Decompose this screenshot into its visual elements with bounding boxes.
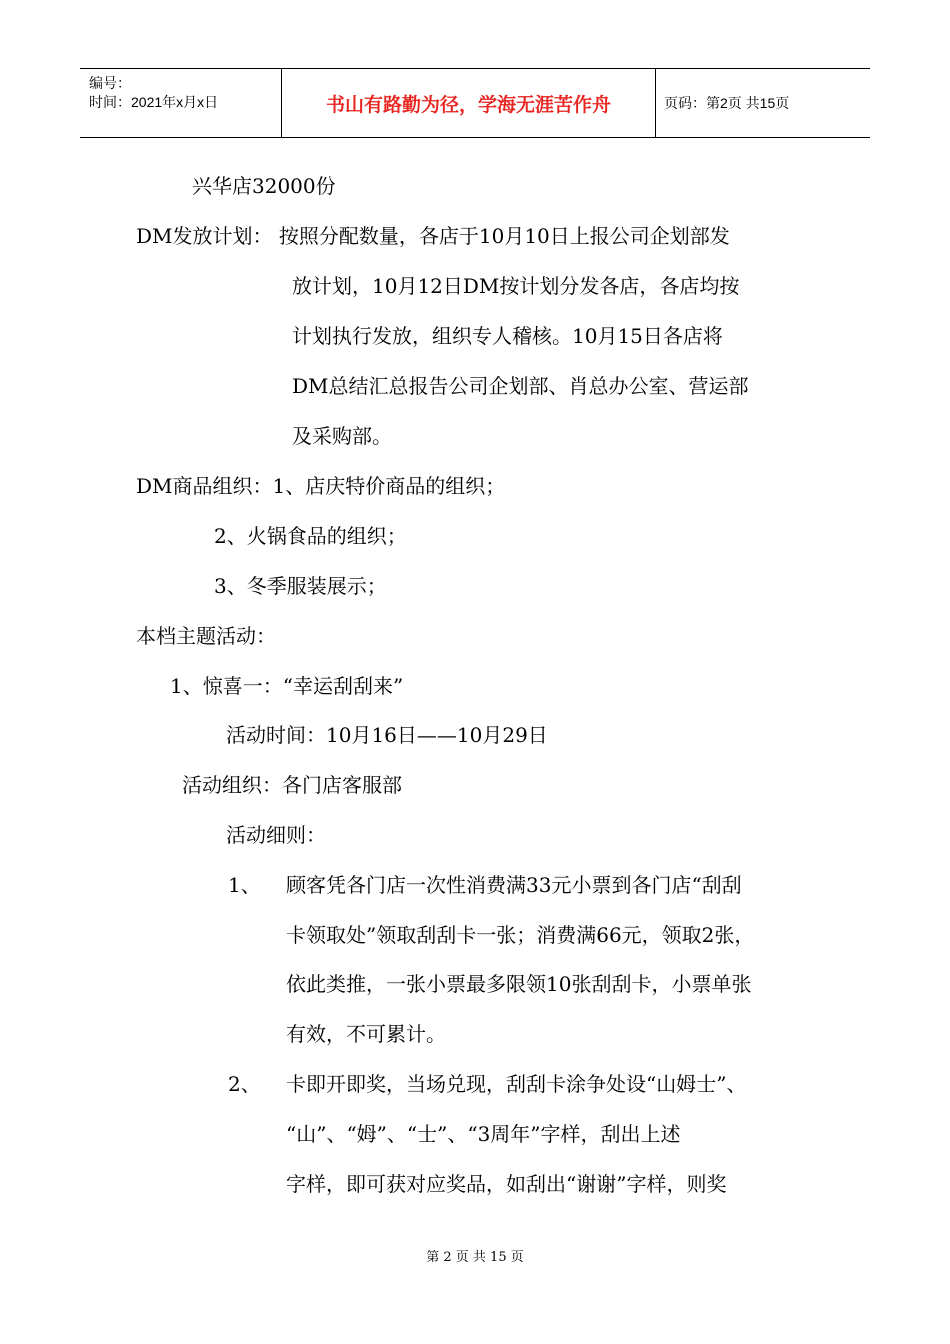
activity-org-line: 活动组织：各门店客服部 bbox=[182, 773, 402, 797]
dm-plan-line-1: DM发放计划： 按照分配数量，各店于10月10日上报公司企划部发 bbox=[136, 224, 730, 248]
header-motto: 书山有路勤为径，学海无涯苦作舟 bbox=[281, 69, 656, 137]
rule-2-line-2: “山”、“姆”、“士”、“3周年”字样，刮出上述 bbox=[286, 1122, 681, 1146]
rule-1-number: 1、 bbox=[228, 873, 261, 897]
rule-2-line-1: 卡即开即奖，当场兑现，刮刮卡涂争处设“山姆士”、 bbox=[286, 1072, 747, 1096]
dm-goods-line-1: DM商品组织：1、店庆特价商品的组织； bbox=[136, 474, 506, 498]
doc-number-label: 编号： bbox=[89, 75, 131, 91]
rule-2-line-3: 字样，即可获对应奖品，如刮出“谢谢”字样，则奖 bbox=[286, 1172, 727, 1196]
rule-1-line-1: 顾客凭各门店一次性消费满33元小票到各门店“刮刮 bbox=[286, 873, 742, 897]
rule-1-line-2: 卡领取处”领取刮刮卡一张；消费满66元，领取2张， bbox=[286, 923, 755, 947]
header-table bbox=[80, 68, 870, 138]
rule-2-number: 2、 bbox=[228, 1072, 261, 1096]
store-quantity-line: 兴华店32000份 bbox=[192, 174, 336, 198]
rule-1-line-4: 有效，不可累计。 bbox=[286, 1022, 446, 1046]
dm-plan-line-4: DM总结汇总报告公司企划部、肖总办公室、营运部 bbox=[292, 374, 749, 398]
activity-rules-heading: 活动细则： bbox=[226, 823, 326, 847]
dm-plan-line-5: 及采购部。 bbox=[292, 424, 392, 448]
header-info-cell bbox=[80, 69, 281, 137]
dm-plan-line-2: 放计划，10月12日DM按计划分发各店，各店均按 bbox=[292, 274, 740, 298]
surprise-one-title: 1、惊喜一：“幸运刮刮来” bbox=[170, 674, 404, 698]
header-page-code: 页码：第2页 共15页 bbox=[664, 95, 790, 111]
page-footer: 第 2 页 共 15 页 bbox=[426, 1250, 524, 1265]
theme-activity-heading: 本档主题活动： bbox=[136, 624, 276, 648]
activity-time-line: 活动时间：10月16日——10月29日 bbox=[226, 723, 548, 747]
rule-1-line-3: 依此类推，一张小票最多限领10张刮刮卡，小票单张 bbox=[286, 972, 752, 996]
doc-time-label: 时间：2021年x月x日 bbox=[89, 94, 219, 110]
dm-plan-line-3: 计划执行发放，组织专人稽核。10月15日各店将 bbox=[292, 324, 723, 348]
dm-goods-line-2: 2、火锅食品的组织； bbox=[214, 524, 407, 548]
dm-goods-line-3: 3、冬季服装展示； bbox=[214, 574, 387, 598]
